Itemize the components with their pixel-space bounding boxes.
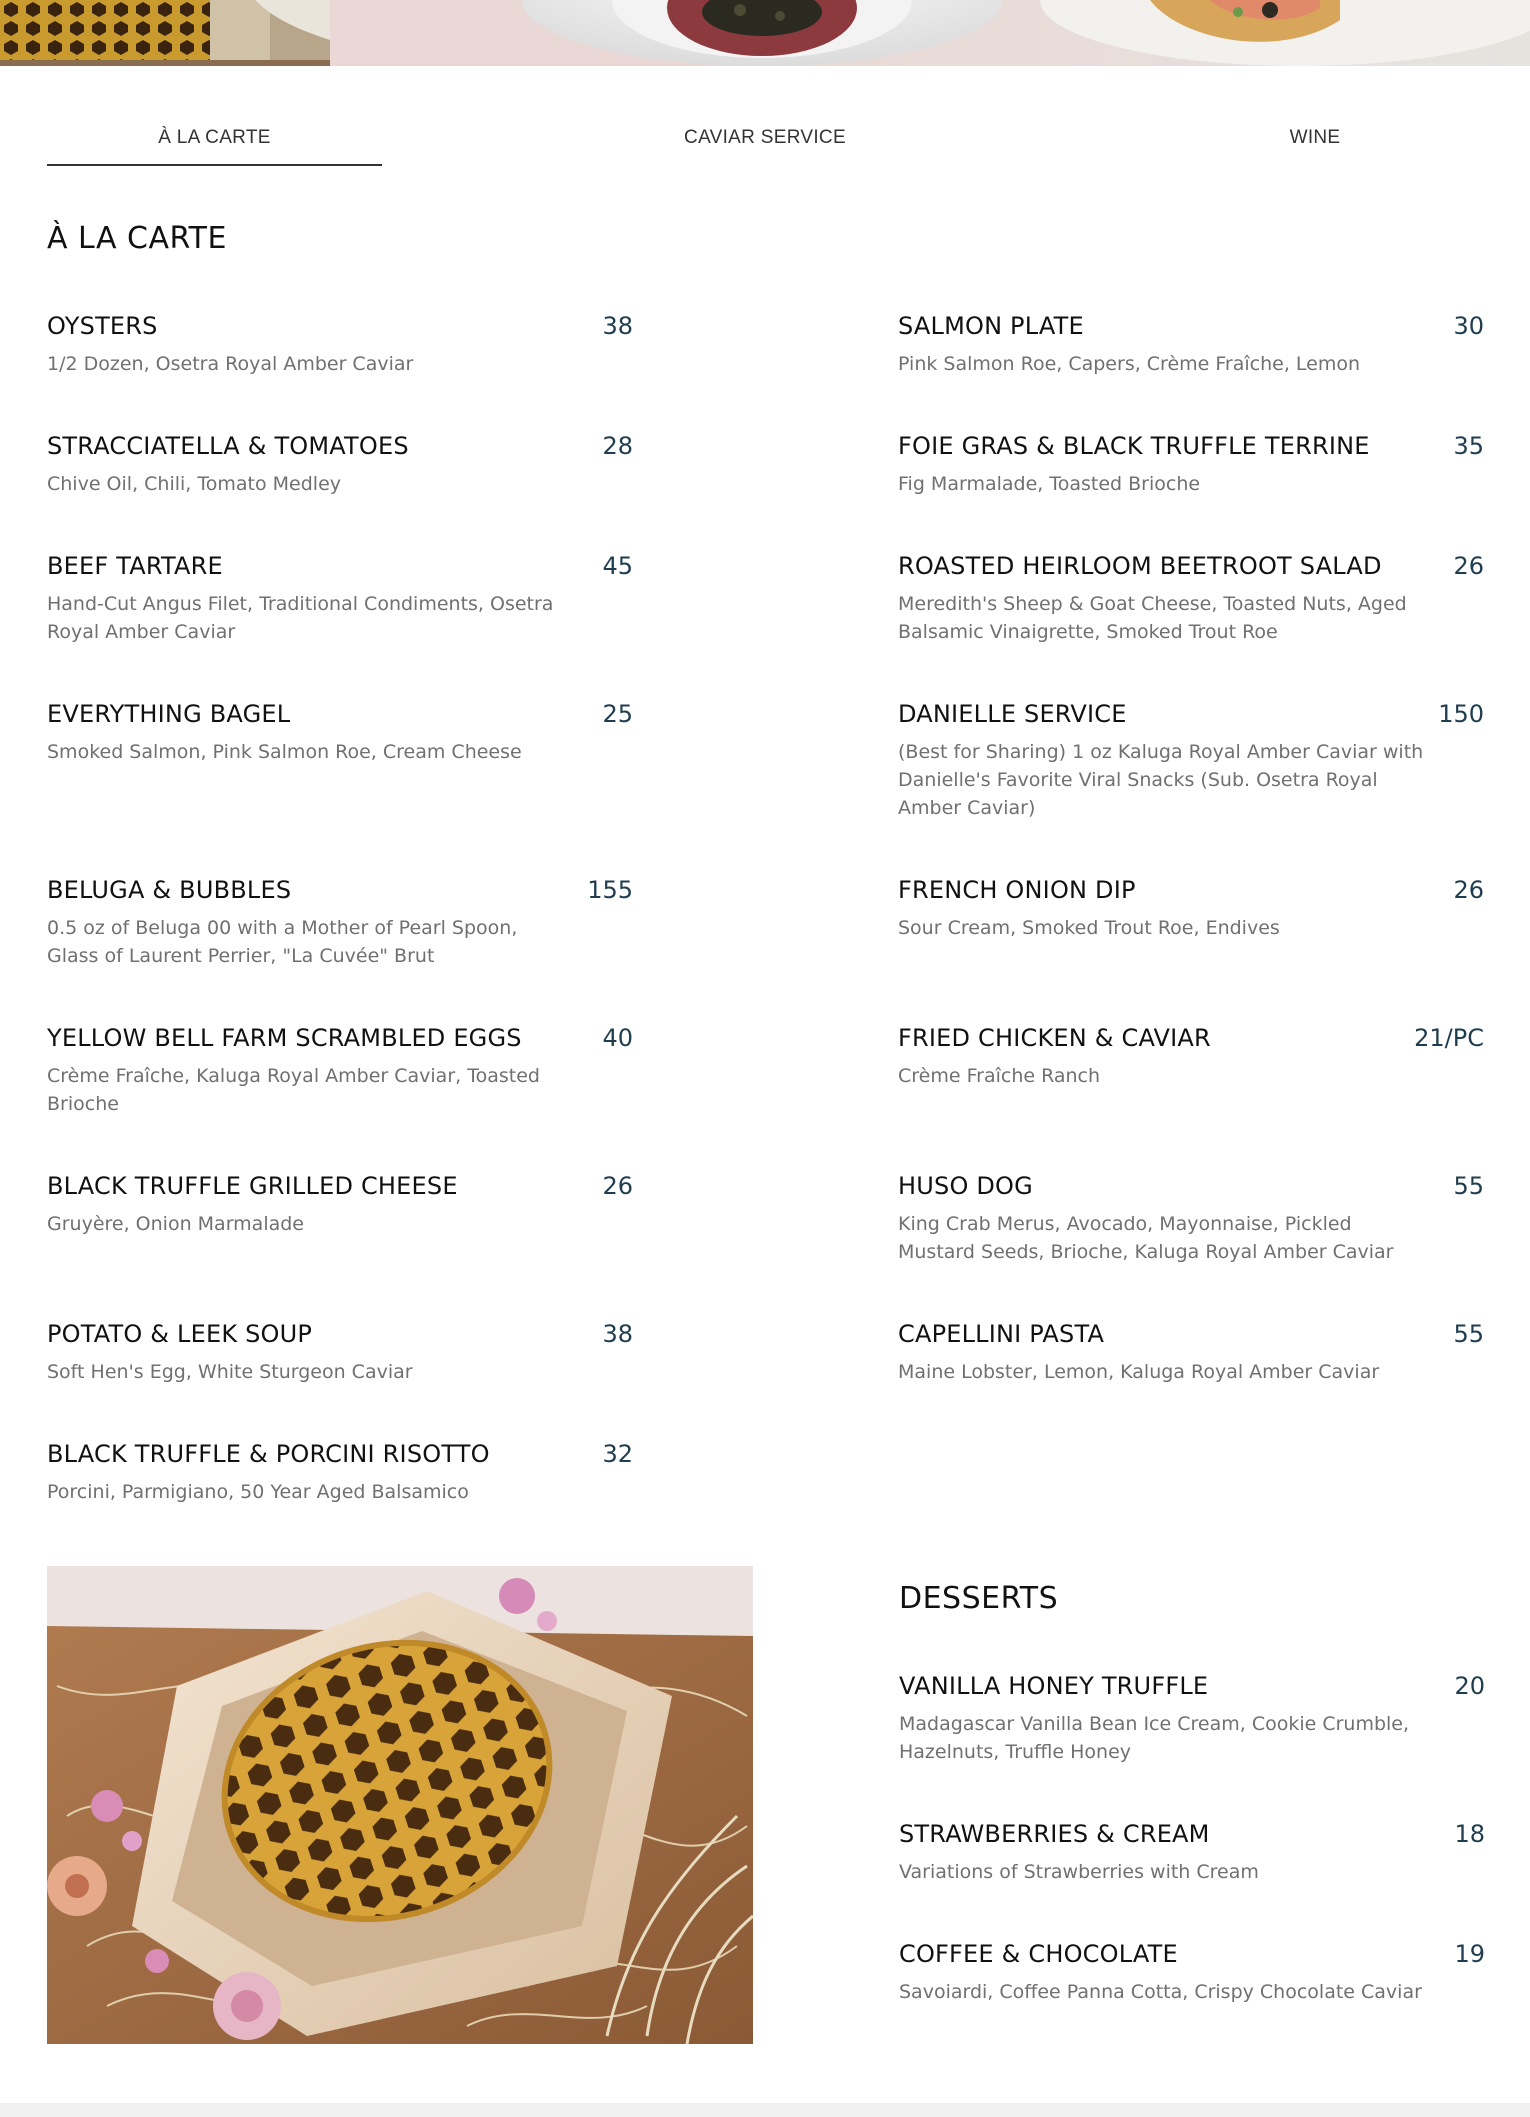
menu-item-name: BELUGA & BUBBLES: [47, 876, 292, 904]
menu-item-coffee-chocolate: [899, 1939, 1485, 2039]
menu-item-price: 26: [602, 1172, 633, 1200]
menu-item-danielle-service: [898, 699, 1484, 827]
hero-photo-strip: [0, 0, 1530, 66]
menu-item-description: Gruyère, Onion Marmalade: [47, 1213, 304, 1235]
menu-item-price: 38: [602, 1320, 633, 1348]
menu-item-description: Crème Fraîche, Kaluga Royal Amber Caviar, Toasted Brioche: [47, 1065, 540, 1115]
honeycomb-dessert-photo: [47, 1566, 753, 2044]
section-title-a-la-carte: À LA CARTE: [47, 221, 227, 256]
menu-item-description: Pink Salmon Roe, Capers, Crème Fraîche, Lemon: [898, 353, 1361, 375]
menu-item-everything-bagel: [47, 699, 633, 769]
menu-item-name: BLACK TRUFFLE & PORCINI RISOTTO: [47, 1440, 490, 1468]
menu-item-description: Variations of Strawberries with Cream: [899, 1861, 1259, 1883]
menu-item-risotto: [47, 1439, 633, 1509]
menu-item-name: HUSO DOG: [898, 1172, 1033, 1200]
menu-item-name: YELLOW BELL FARM SCRAMBLED EGGS: [47, 1024, 522, 1052]
menu-item-price: 155: [587, 876, 633, 904]
menu-item-price: 19: [1454, 1940, 1485, 1968]
menu-item-strawberries-cream: [899, 1819, 1485, 1889]
menu-item-name: DANIELLE SERVICE: [898, 700, 1127, 728]
menu-item-description: Meredith's Sheep & Goat Cheese, Toasted Nuts, Aged Balsamic Vinaigrette, Smoked Trout Roe: [898, 593, 1407, 643]
menu-item-price: 35: [1453, 432, 1484, 460]
menu-item-description: Smoked Salmon, Pink Salmon Roe, Cream Cheese: [47, 741, 522, 763]
menu-item-scrambled-eggs: [47, 1023, 633, 1123]
footer-divider: [0, 2103, 1530, 2117]
menu-item-stracciatella: [47, 431, 633, 501]
menu-item-description: Porcini, Parmigiano, 50 Year Aged Balsamico: [47, 1481, 469, 1503]
menu-item-price: 55: [1453, 1172, 1484, 1200]
tab-caviar-service[interactable]: CAVIAR SERVICE: [684, 127, 846, 148]
menu-item-price: 55: [1453, 1320, 1484, 1348]
menu-item-name: STRAWBERRIES & CREAM: [899, 1820, 1210, 1848]
menu-item-capellini-pasta: [898, 1319, 1484, 1389]
menu-item-price: 150: [1438, 700, 1484, 728]
menu-item-foie-gras: [898, 431, 1484, 501]
menu-item-beluga-bubbles: [47, 875, 633, 975]
menu-item-description: Crème Fraîche Ranch: [898, 1065, 1101, 1087]
menu-item-price: 38: [602, 312, 633, 340]
menu-item-name: BLACK TRUFFLE GRILLED CHEESE: [47, 1172, 458, 1200]
hero-image: [0, 0, 1530, 66]
menu-item-salmon-plate: [898, 311, 1484, 381]
menu-item-price: 18: [1454, 1820, 1485, 1848]
menu-item-name: FRENCH ONION DIP: [898, 876, 1136, 904]
menu-item-price: 20: [1454, 1672, 1485, 1700]
menu-item-price: 28: [602, 432, 633, 460]
menu-item-description: Chive Oil, Chili, Tomato Medley: [47, 473, 341, 495]
menu-item-name: FRIED CHICKEN & CAVIAR: [898, 1024, 1211, 1052]
menu-item-price: 40: [602, 1024, 633, 1052]
menu-item-vanilla-honey-truffle: [899, 1671, 1485, 1771]
menu-item-price: 21/PC: [1414, 1024, 1484, 1052]
menu-item-name: BEEF TARTARE: [47, 552, 223, 580]
menu-item-price: 25: [602, 700, 633, 728]
menu-item-grilled-cheese: [47, 1171, 633, 1241]
menu-tabs: [0, 120, 1530, 164]
menu-item-name: CAPELLINI PASTA: [898, 1320, 1105, 1348]
menu-item-description: Savoiardi, Coffee Panna Cotta, Crispy Chocolate Caviar: [899, 1981, 1422, 2003]
tab-a-la-carte[interactable]: À LA CARTE: [47, 120, 382, 166]
menu-item-fried-chicken: [898, 1023, 1484, 1093]
section-title-desserts: DESSERTS: [899, 1581, 1059, 1616]
menu-item-price: 26: [1453, 876, 1484, 904]
menu-item-name: COFFEE & CHOCOLATE: [899, 1940, 1178, 1968]
menu-item-name: FOIE GRAS & BLACK TRUFFLE TERRINE: [898, 432, 1370, 460]
menu-item-name: ROASTED HEIRLOOM BEETROOT SALAD: [898, 552, 1382, 580]
menu-item-beetroot-salad: [898, 551, 1484, 651]
menu-item-price: 32: [602, 1440, 633, 1468]
menu-item-description: King Crab Merus, Avocado, Mayonnaise, Pickled Mustard Seeds, Brioche, Kaluga Royal Amber Caviar: [898, 1213, 1394, 1263]
menu-item-price: 26: [1453, 552, 1484, 580]
menu-item-french-onion-dip: [898, 875, 1484, 945]
menu-item-description: Sour Cream, Smoked Trout Roe, Endives: [898, 917, 1280, 939]
menu-item-price: 45: [602, 552, 633, 580]
menu-item-potato-leek-soup: [47, 1319, 633, 1389]
menu-item-price: 30: [1453, 312, 1484, 340]
menu-item-description: Hand-Cut Angus Filet, Traditional Condiments, Osetra Royal Amber Caviar: [47, 593, 554, 643]
menu-item-huso-dog: [898, 1171, 1484, 1271]
tab-wine[interactable]: WINE: [1289, 127, 1341, 148]
menu-item-description: Madagascar Vanilla Bean Ice Cream, Cookie Crumble, Hazelnuts, Truffle Honey: [899, 1713, 1410, 1763]
menu-item-beef-tartare: [47, 551, 633, 651]
menu-item-description: Fig Marmalade, Toasted Brioche: [898, 473, 1201, 495]
menu-item-description: (Best for Sharing) 1 oz Kaluga Royal Amber Caviar with Danielle's Favorite Viral Snacks (Sub. Osetra Royal Amber Caviar): [898, 741, 1424, 819]
menu-item-name: POTATO & LEEK SOUP: [47, 1320, 313, 1348]
menu-item-description: Maine Lobster, Lemon, Kaluga Royal Amber Caviar: [898, 1361, 1380, 1383]
menu-item-description: Soft Hen's Egg, White Sturgeon Caviar: [47, 1361, 413, 1383]
menu-item-name: VANILLA HONEY TRUFFLE: [899, 1672, 1209, 1700]
menu-item-name: STRACCIATELLA & TOMATOES: [47, 432, 409, 460]
menu-item-oysters: [47, 311, 633, 381]
menu-item-name: OYSTERS: [47, 312, 158, 340]
menu-item-name: SALMON PLATE: [898, 312, 1084, 340]
menu-item-description: 1/2 Dozen, Osetra Royal Amber Caviar: [47, 353, 414, 375]
menu-item-name: EVERYTHING BAGEL: [47, 700, 291, 728]
dessert-image: [47, 1566, 753, 2044]
menu-item-description: 0.5 oz of Beluga 00 with a Mother of Pearl Spoon, Glass of Laurent Perrier, "La Cuvée" Brut: [47, 917, 518, 967]
